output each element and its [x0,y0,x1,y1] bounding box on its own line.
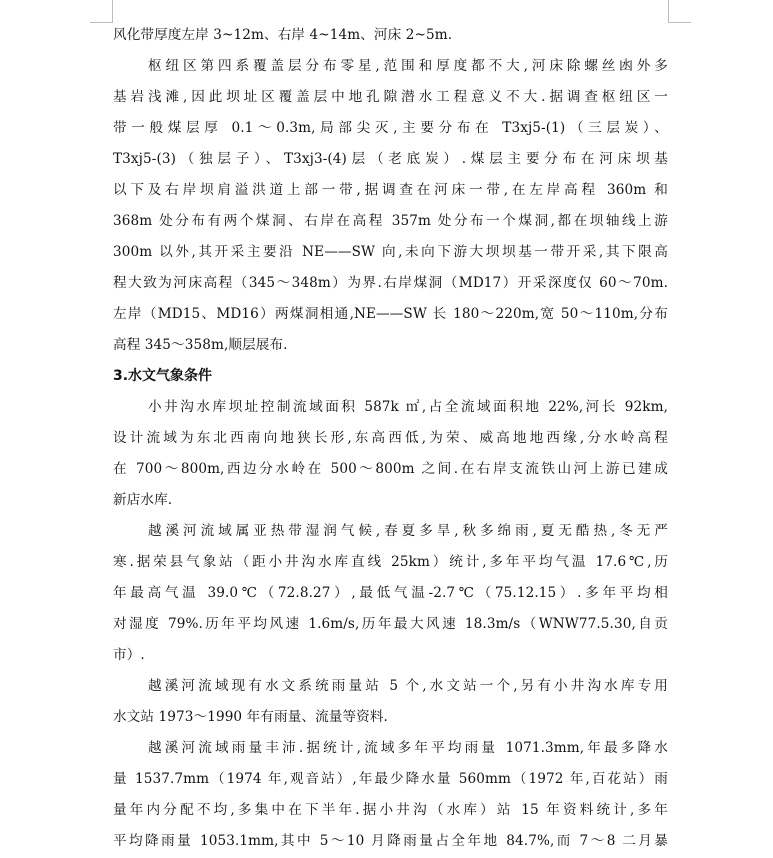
text-line: 风化带厚度左岸 3~12m、右岸 4~14m、河床 2~5m. [113,27,453,43]
section-heading-hydrometeorology: 3.水文气象条件 [113,368,213,384]
page-corner-mark-right [668,0,691,23]
paragraph-weathering-zone [113,20,668,51]
text-line: 年最高气温 39.0℃（72.8.27）,最低气温-2.7℃（75.12.15）.多年平均相 [113,585,668,601]
text-line: 300m 以外,其开采主要沿 NE——SW 向,未向下游大坝坝基一带开采,其下限高 [113,244,668,260]
page-corner-mark-left [90,0,113,23]
text-line: 枢纽区第四系覆盖层分布零星,范围和厚度都不大,河床除螺丝凼外多 [148,58,668,74]
text-line: 带一般煤层厚 0.1～0.3m,局部尖灭,主要分布在 T3xj5-(1)（三层炭）、 [113,120,668,136]
text-line: 平均降雨量 1053.1mm,其中 5～10 月降雨量占全年地 84.7%,而 7～8 二月暴 [113,833,668,849]
text-line: 量年内分配不均,多集中在下半年.据小井沟（水库）站 15 年资料统计,多年 [113,802,668,818]
text-line: 高程 345～358m,顺层展布. [113,337,288,353]
text-line: 基岩浅滩,因此坝址区覆盖层中地孔隙潜水工程意义不大.据调查枢纽区一 [113,89,668,105]
text-line: 左岸（MD15、MD16）两煤洞相通,NE——SW 长 180～220m,宽 50～110m,分布 [113,306,668,322]
text-line: 越溪河流域雨量丰沛.据统计,流域多年平均雨量 1071.3mm,年最多降水 [148,740,668,756]
paragraph-rainfall [113,733,668,857]
text-line: 368m 处分布有两个煤洞、右岸在高程 357m 处分布一个煤洞,都在坝轴线上游 [113,213,668,229]
text-line: T3xj5-(3)（独层子）、T3xj3-(4)层（老底炭）.煤层主要分布在河床坝基 [113,151,668,167]
text-line: 水文站 1973～1990 年有雨量、流量等资料. [113,709,388,725]
paragraph-climate [113,516,668,671]
text-line: 对湿度 79%.历年平均风速 1.6m/s,历年最大风速 18.3m/s（WNW77.5.30,自贡 [113,616,668,632]
paragraph-hub-overburden [113,51,668,361]
text-line: 设计流域为东北西南向地狭长形,东高西低,为荣、威高地地西缘,分水岭高程 [113,430,668,446]
text-line: 量 1537.7mm（1974 年,观音站）,年最少降水量 560mm（1972 年,百花站）雨 [113,771,668,787]
text-line: 寒.据荣县气象站（距小井沟水库直线 25km）统计,多年平均气温 17.6℃,历 [113,554,668,570]
text-line: 以下及右岸坝肩溢洪道上部一带,据调查在河床一带,在左岸高程 360m 和 [113,182,668,198]
paragraph-basin-area [113,392,668,516]
text-line: 在 700～800m,西边分水岭在 500～800m 之间.在右岸支流铁山河上游已建成 [113,461,668,477]
paragraph-hydrological-stations [113,671,668,733]
text-line: 小井沟水库坝址控制流域面积 587k ㎡,占全流域面积地 22%,河长 92km, [148,399,668,415]
text-line: 越溪河流域现有水文系统雨量站 5 个,水文站一个,另有小井沟水库专用 [148,678,668,694]
text-line: 市）. [113,647,145,663]
text-line: 程大致为河床高程（345～348m）为界.右岸煤洞（MD17）开采深度仅 60～70m. [113,275,668,291]
document-body [113,20,668,857]
text-line: 新店水库. [113,492,173,508]
text-line: 越溪河流域属亚热带湿润气候,春夏多旱,秋多绵雨,夏无酷热,冬无严 [148,523,668,539]
